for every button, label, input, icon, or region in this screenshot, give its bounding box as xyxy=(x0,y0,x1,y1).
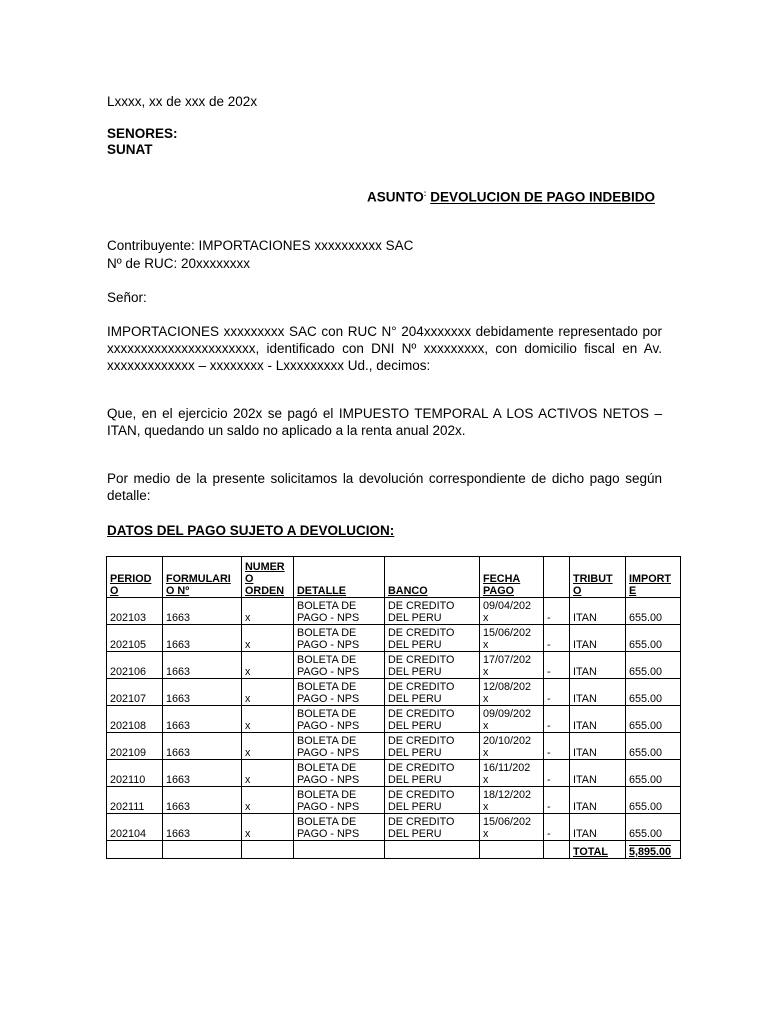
cell-tributo: ITAN xyxy=(570,814,626,841)
cell-banco: DE CREDITO DEL PERU xyxy=(385,625,480,652)
subject-line xyxy=(367,189,655,205)
header-banco: BANCO xyxy=(385,557,480,598)
cell-tributo: ITAN xyxy=(570,679,626,706)
cell-orden: x xyxy=(242,679,294,706)
cell-extra: - xyxy=(544,598,570,625)
cell-tributo: ITAN xyxy=(570,760,626,787)
cell-banco: DE CREDITO DEL PERU xyxy=(385,814,480,841)
cell-formulario: 1663 xyxy=(163,625,242,652)
ruc-line: Nº de RUC: 20xxxxxxxx xyxy=(107,256,250,271)
header-blank xyxy=(544,557,570,598)
cell-orden: x xyxy=(242,760,294,787)
payment-table xyxy=(106,556,681,859)
table-row xyxy=(107,598,681,625)
cell-fecha: 16/11/202 x xyxy=(480,760,544,787)
cell-detalle: BOLETA DE PAGO - NPS xyxy=(294,598,385,625)
header-fecha-pago: FECHA PAGO xyxy=(480,557,544,598)
cell-banco: DE CREDITO DEL PERU xyxy=(385,706,480,733)
cell-periodo: 202111 xyxy=(107,787,163,814)
cell-banco: DE CREDITO DEL PERU xyxy=(385,733,480,760)
salutation: Señor: xyxy=(107,290,147,305)
cell-orden: x xyxy=(242,706,294,733)
header-tributo: TRIBUT O xyxy=(570,557,626,598)
header-formulario: FORMULARI O Nº xyxy=(163,557,242,598)
cell-extra: - xyxy=(544,760,570,787)
cell-detalle: BOLETA DE PAGO - NPS xyxy=(294,760,385,787)
cell-fecha: 09/09/202 x xyxy=(480,706,544,733)
cell-importe: 655.00 xyxy=(626,598,681,625)
table-row xyxy=(107,679,681,706)
section-title: DATOS DEL PAGO SUJETO A DEVOLUCION: xyxy=(107,523,395,538)
cell-periodo: 202106 xyxy=(107,652,163,679)
cell-importe: 655.00 xyxy=(626,652,681,679)
intro-paragraph: IMPORTACIONES xxxxxxxxx SAC con RUC N° 204xxxxxxx debidamente representado por xxxxxxxxxxxxxxxxxxxxxx, identificado con DNI Nº xxxxxxxxx, con domicilio fiscal en Av. xxxxxxxxxxxxx – xxxxxxxx - Lxxxxxxxxx Ud., decimos: xyxy=(107,324,662,373)
cell-detalle: BOLETA DE PAGO - NPS xyxy=(294,679,385,706)
header-importe: IMPORT E xyxy=(626,557,681,598)
cell-fecha: 12/08/202 x xyxy=(480,679,544,706)
cell-periodo: 202107 xyxy=(107,679,163,706)
table-row xyxy=(107,787,681,814)
cell-extra: - xyxy=(544,679,570,706)
cell-detalle: BOLETA DE PAGO - NPS xyxy=(294,733,385,760)
table-row xyxy=(107,814,681,841)
header-detalle: DETALLE xyxy=(294,557,385,598)
table-row xyxy=(107,625,681,652)
cell-orden: x xyxy=(242,625,294,652)
cell-periodo: 202110 xyxy=(107,760,163,787)
cell-orden: x xyxy=(242,733,294,760)
date-line: Lxxxx, xx de xxx de 202x xyxy=(107,94,258,109)
cell-formulario: 1663 xyxy=(163,598,242,625)
cell-periodo: 202104 xyxy=(107,814,163,841)
subject-colon: : xyxy=(423,189,427,198)
table-row xyxy=(107,652,681,679)
cell-banco: DE CREDITO DEL PERU xyxy=(385,679,480,706)
cell-banco: DE CREDITO DEL PERU xyxy=(385,652,480,679)
cell-extra: - xyxy=(544,814,570,841)
total-value: 5,895.00 xyxy=(626,841,681,859)
table-row xyxy=(107,760,681,787)
cell-banco: DE CREDITO DEL PERU xyxy=(385,598,480,625)
cell-periodo: 202108 xyxy=(107,706,163,733)
cell-periodo: 202109 xyxy=(107,733,163,760)
cell-formulario: 1663 xyxy=(163,733,242,760)
fact-paragraph: Que, en el ejercicio 202x se pagó el IMPUESTO TEMPORAL A LOS ACTIVOS NETOS – ITAN, quedando un saldo no aplicado a la renta anual 202x. xyxy=(107,406,662,438)
cell-detalle: BOLETA DE PAGO - NPS xyxy=(294,814,385,841)
subject-label: ASUNTO xyxy=(367,189,424,205)
cell-orden: x xyxy=(242,598,294,625)
recipient-line-2: SUNAT xyxy=(107,142,153,157)
cell-fecha: 20/10/202 x xyxy=(480,733,544,760)
cell-tributo: ITAN xyxy=(570,733,626,760)
request-paragraph: Por medio de la presente solicitamos la devolución correspondiente de dicho pago según detalle: xyxy=(107,471,662,503)
table-header-row xyxy=(107,557,681,598)
header-periodo: PERIOD O xyxy=(107,557,163,598)
cell-banco: DE CREDITO DEL PERU xyxy=(385,787,480,814)
cell-extra: - xyxy=(544,787,570,814)
cell-fecha: 17/07/202 x xyxy=(480,652,544,679)
cell-detalle: BOLETA DE PAGO - NPS xyxy=(294,706,385,733)
cell-importe: 655.00 xyxy=(626,814,681,841)
cell-fecha: 15/06/202 x xyxy=(480,625,544,652)
cell-fecha: 15/06/202 x xyxy=(480,814,544,841)
cell-importe: 655.00 xyxy=(626,760,681,787)
recipient-line-1: SENORES: xyxy=(107,126,178,141)
table-row xyxy=(107,706,681,733)
cell-importe: 655.00 xyxy=(626,706,681,733)
cell-formulario: 1663 xyxy=(163,706,242,733)
cell-periodo: 202103 xyxy=(107,598,163,625)
cell-extra: - xyxy=(544,706,570,733)
cell-extra: - xyxy=(544,625,570,652)
cell-periodo: 202105 xyxy=(107,625,163,652)
cell-tributo: ITAN xyxy=(570,706,626,733)
total-label: TOTAL xyxy=(570,841,626,859)
table-row xyxy=(107,733,681,760)
cell-fecha: 18/12/202 x xyxy=(480,787,544,814)
cell-orden: x xyxy=(242,787,294,814)
cell-formulario: 1663 xyxy=(163,679,242,706)
cell-formulario: 1663 xyxy=(163,652,242,679)
cell-importe: 655.00 xyxy=(626,679,681,706)
cell-tributo: ITAN xyxy=(570,598,626,625)
header-numero-orden: NUMER O ORDEN xyxy=(242,557,294,598)
cell-extra: - xyxy=(544,652,570,679)
cell-detalle: BOLETA DE PAGO - NPS xyxy=(294,787,385,814)
cell-banco: DE CREDITO DEL PERU xyxy=(385,760,480,787)
cell-orden: x xyxy=(242,814,294,841)
subject-text: DEVOLUCION DE PAGO INDEBIDO xyxy=(430,189,655,205)
cell-orden: x xyxy=(242,652,294,679)
cell-importe: 655.00 xyxy=(626,787,681,814)
cell-formulario: 1663 xyxy=(163,814,242,841)
cell-importe: 655.00 xyxy=(626,625,681,652)
cell-importe: 655.00 xyxy=(626,733,681,760)
cell-tributo: ITAN xyxy=(570,787,626,814)
cell-formulario: 1663 xyxy=(163,760,242,787)
cell-fecha: 09/04/202 x xyxy=(480,598,544,625)
total-row xyxy=(107,841,681,859)
cell-extra: - xyxy=(544,733,570,760)
cell-tributo: ITAN xyxy=(570,625,626,652)
cell-tributo: ITAN xyxy=(570,652,626,679)
cell-detalle: BOLETA DE PAGO - NPS xyxy=(294,652,385,679)
cell-formulario: 1663 xyxy=(163,787,242,814)
cell-detalle: BOLETA DE PAGO - NPS xyxy=(294,625,385,652)
taxpayer-line: Contribuyente: IMPORTACIONES xxxxxxxxxx SAC xyxy=(107,238,414,253)
